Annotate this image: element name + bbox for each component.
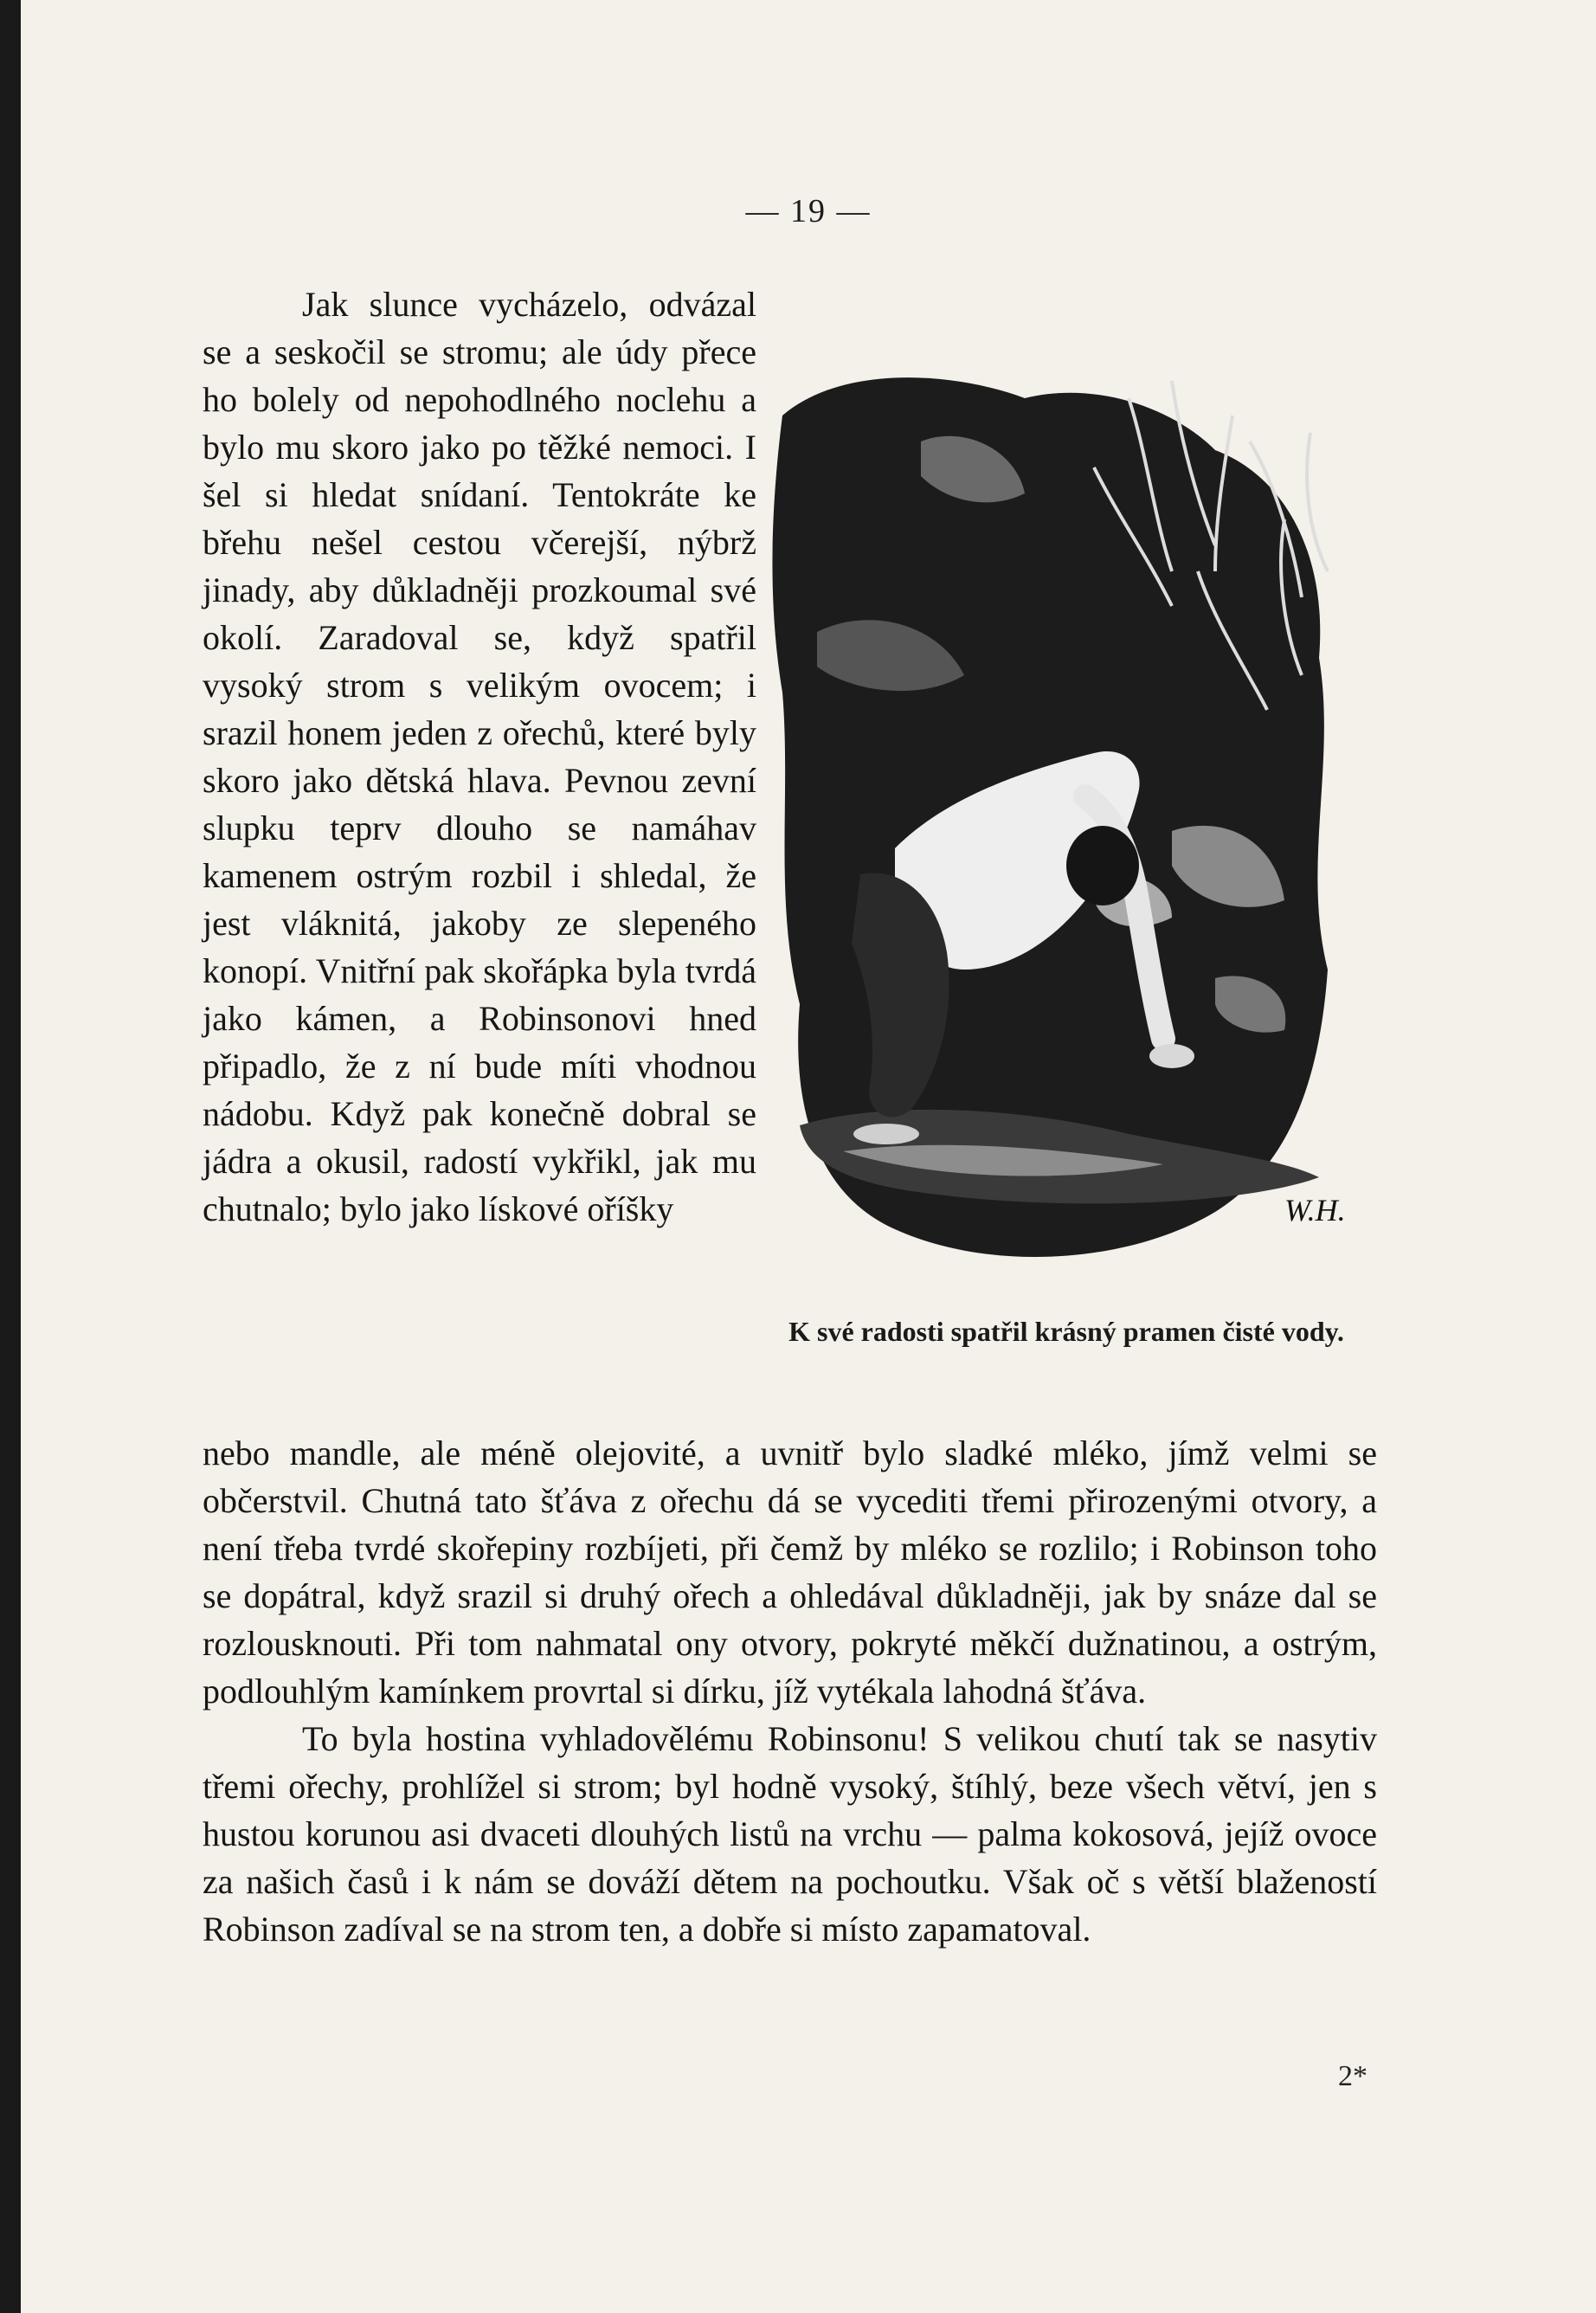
paragraph-1-continuation: nebo mandle, ale méně olejovité, a uvnitř bylo sladké mléko, jímž velmi se občerstvil. Chutná tato šťáva z ořechu dá se vycediti třemi přirozenými otvory, a není třeba tvrdé skořepiny rozbíjeti, při čemž by mléko se rozlilo; i Robinson toho se dopátral, když srazil si druhý ořech a ohledával důkladněji, jak by snáze dal se rozlousknouti. Při tom nahmatal ony otvory, pokryté měkčí dužnatinou, a ostrým, podlouhlým kamínkem provrtal si dírku, jíž vytékala lahodná šťáva. — [203, 1434, 1377, 1711]
engraving-man-at-spring — [765, 346, 1362, 1290]
printer-signature: 2* — [1338, 2060, 1368, 2092]
figure-caption: K své radosti spatřil krásný pramen čisté vody. — [788, 1316, 1344, 1347]
book-spine-edge — [0, 0, 21, 2313]
paragraph-1-start: Jak slunce vycházelo, odvázal se a seskočil se stromu; ale údy přece ho bolely od nepohodlného noclehu a bylo mu skoro jako po těžké nemoci. I šel si hledat snídaní. Tentokráte ke břehu nešel cestou včerejší, nýbrž jinady, aby důkladněji prozkoumal své okolí. Zaradoval se, když spatřil vysoký strom s velikým ovocem; i srazil honem jeden z ořechů, které byly skoro jako dětská hlava. Pevnou zevní slupku teprv dlouho se namáhav kamenem ostrým rozbil i shledal, že jest vláknitá, jakoby ze slepeného konopí. Vnitřní pak skořápka byla tvrdá jako kámen, a Robinsonovi hned připadlo, že z ní bude míti vhodnou nádobu. Když pak konečně dobral se jádra a okusil, radostí vykřikl, jak mu chutnalo; bylo jako lískové oříšky — [203, 285, 756, 1228]
text-full-width — [203, 1429, 1377, 1953]
text-column-left — [203, 280, 756, 1233]
artist-monogram: W.H. — [1284, 1193, 1346, 1227]
paragraph-2: To byla hostina vyhladovělému Robinsonu! S velikou chutí tak se nasytiv třemi ořechy, prohlížel si strom; byl hodně vysoký, štíhlý, beze všech větví, jen s hustou korunou asi dvaceti dlouhých listů na vrchu — palma kokosová, jejíž ovoce za našich časů i k nám se dováží dětem na pochoutku. Však oč s větší blažeností Robinson zadíval se na strom ten, a dobře si místo zapamatoval. — [203, 1719, 1377, 1949]
illustration — [765, 346, 1362, 1290]
page-number: — 19 — — [745, 193, 872, 229]
book-page — [21, 0, 1596, 2313]
